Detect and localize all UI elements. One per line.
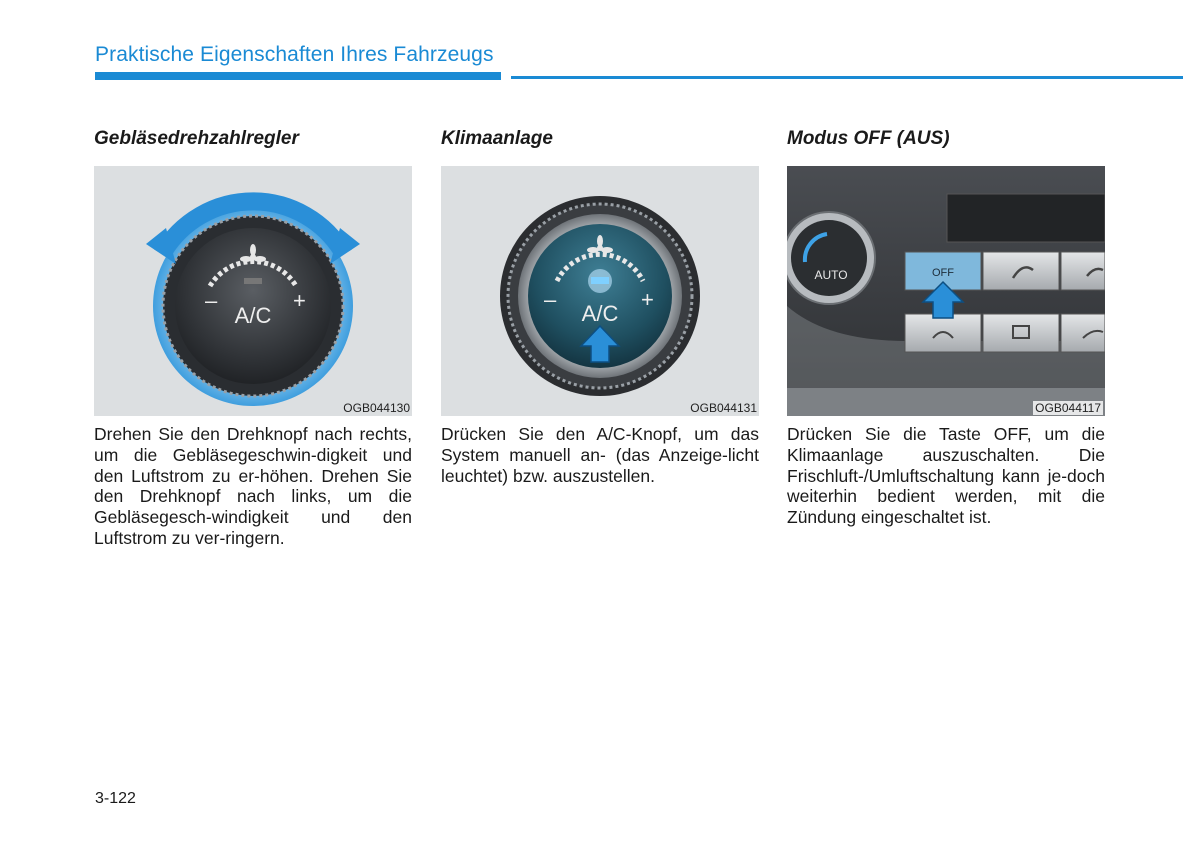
page-header-title: Praktische Eigenschaften Ihres Fahrzeugs [95,43,494,66]
ac-knob-illustration [441,166,759,416]
minus-label: – [544,287,557,312]
ac-knob-figure [441,166,759,416]
figure-code: OGB044117 [1035,401,1101,415]
off-label: OFF [932,267,954,279]
section-body-text: Drücken Sie die Taste OFF, um die Klimaanlage auszuschalten. Die Frischluft-/Umluftschaltung kann je-doch weiterhin bedient werden, mit die Zündung eingeschaltet ist. [787,424,1105,528]
auto-label: AUTO [814,268,848,282]
section-body-text: Drücken Sie den A/C-Knopf, um das System manuell an- (das Anzeige-licht leuchtet) bzw. auszustellen. [441,424,759,486]
section-fan-speed [94,128,412,548]
page-number: 3-122 [95,790,136,807]
figure-code: OGB044130 [343,401,410,415]
ac-label: A/C [581,301,619,326]
figure-code: OGB044131 [690,401,757,415]
section-climate-system [441,128,759,486]
header-rule-thin [511,76,1183,79]
ac-label: A/C [234,303,272,328]
section-heading: Modus OFF (AUS) [787,128,950,149]
section-body-text: Drehen Sie den Drehknopf nach rechts, um die Gebläsegeschwin-digkeit und den Luftstrom zu er-höhen. Drehen Sie den Drehknopf nach links, um die Gebläsegesch-windigkeit und den Luftstrom zu ver-ringern. [94,424,412,548]
section-heading: Klimaanlage [441,128,553,149]
fan-knob-illustration [94,166,412,416]
plus-label: + [293,288,306,313]
section-heading: Gebläsedrehzahlregler [94,128,299,149]
climate-panel-illustration [787,166,1105,416]
fan-knob-figure [94,166,412,416]
climate-panel-figure [787,166,1105,416]
header-rule-thick [95,72,501,80]
section-mode-off [787,128,1105,528]
minus-label: – [205,288,218,313]
ac-indicator-light [591,277,609,284]
plus-label: + [641,287,654,312]
